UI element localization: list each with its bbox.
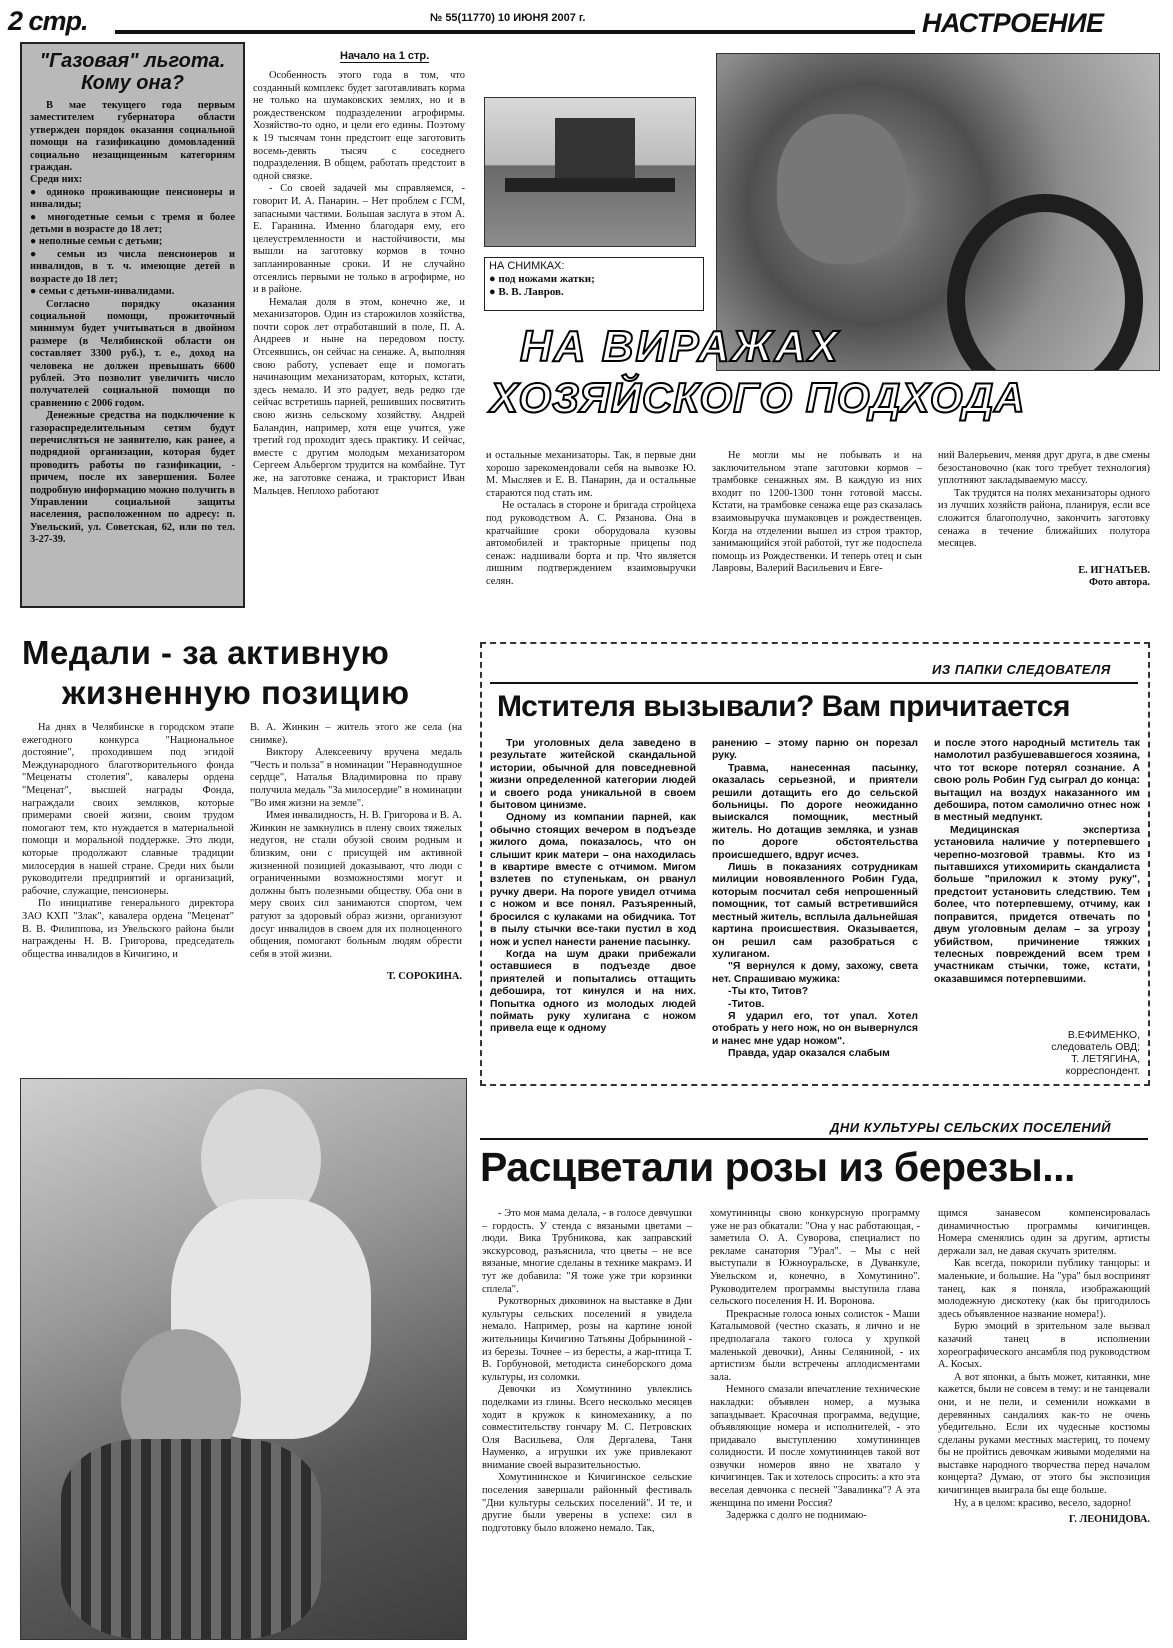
gas-paragraph: Денежные средства на подключение к газораспределительным сетям будут перечисляться не заявителю, как ранее, а подрядной организации, которая будет проводить работы по газификации, - причем, после их завершения. Более подробную информацию можно получить в Управлении социальной защиты населения, расположенном по адресу: п. Увельский, ул. Советская, 62, или по тел. 3-27-39. (30, 410, 235, 546)
avenger-col-1: Три уголовных дела заведено в результате житейской скандальной истории, обычной для повседневной жизни определенной категории людей и своего рода уникальной в своем бытовом цинизме. Одному из компании парней, как обычно стоящих вечером в подъезде жилого дома, показалось, что он слышит крик матери – она находилась в квартире вместе с отчимом. Мигом взлетев по ступенькам, он рванул ручку двери. На пороге увидел отчима с ножом и все понял. Разъяренный, бросился с кулаками на обидчика. Тот в пылу стычки все-таки пустил в ход нож и успел нанести ранение пасынку. Когда на шум драки прибежали оставшиеся в подъезде двое приятелей и попытались оттащить дебошира, тот кинулся и на них. Попытка одного из молодых людей поймать руку хулигана с ножом привела еще к одному (490, 738, 696, 1035)
avenger-signature: В.ЕФИМЕНКО, следователь ОВД; Т. ЛЕТЯГИНА, корреспондент. (1051, 1030, 1140, 1077)
avenger-col-2: ранению – этому парню он порезал руку. Травма, нанесенная пасынку, оказалась серьезной, и приятели решили дотащить его до сельской больницы. По дороге неожиданно выискался помощник, местный житель. Но дотащив земляка, и узнав по дороге обстоятельства происшедшего, вдруг исчез. Лишь в показаниях сотрудникам милиции новоявленного Робин Гуда, которым посчитал себя непрошенный помощник, тот самый встретившийся местный житель, всплыла дальнейшая картина происшествия. Оказывается, он решил сам разобраться с хулиганом. "Я вернулся к дому, захожу, света нет. Спрашиваю мужика: -Ты кто, Титов? -Титов. Я ударил его, тот упал. Хотел отобрать у него нож, но он вывернулся и нанес мне удар ножом". Правда, удар оказался слабым (712, 738, 918, 1060)
gas-body (22, 100, 243, 547)
roses-headline: Расцветали розы из березы... (480, 1144, 1075, 1190)
gas-benefit-box (20, 42, 245, 608)
gas-among: Среди них: (30, 174, 83, 186)
section-title: НАСТРОЕНИЕ (922, 8, 1104, 38)
gas-list-item: ● одиноко проживающие пенсионеры и инвалиды; (30, 186, 236, 211)
medals-headline-1: Медали - за активную (22, 634, 390, 671)
roses-rubric: ДНИ КУЛЬТУРЫ СЕЛЬСКИХ ПОСЕЛЕНИЙ (830, 1120, 1111, 1135)
roses-rule (480, 1138, 1148, 1140)
photo-zhinkin-couple (20, 1078, 467, 1640)
gas-list-item: ● семьи из числа пенсионеров и инвалидов, в т. ч. имеющие детей в возрасте до 18 лет; (30, 248, 235, 285)
avenger-headline: Мстителя вызывали? Вам причитается (497, 690, 1070, 723)
roses-col-2: хомутининцы свою конкурсную программу уже не раз обкатали: "Она у нас работающая, - заметила О. А. Суворова, специалист по рекламе санатория "Урал". – Мы с ней выступали в Южноуральске, в Дуванкуле, Увельском и, конечно, в Хомутинино". Руководителем программы выступила глава сельского поселения Н. И. Воронова. Прекрасные голоса юных солисток - Маши Каталымовой (честно сказать, я лично и не предполагала такого голоса у хрупкой маленькой девочки), Анны Селяниной, - их артистизм были встречены аплодисментами зала. Немного смазали впечатление технические накладки: объявлен номер, а музыка запаздывает. Красочная программа, ведущие, объявляющие номера и исполнителей, - это придавало выступлению хомутининцев солидности. И после хомутининцев такой вот озвучки номеров явно не хватало у кичигинцев. Так и хотелось спросить: а кто эта веселая девчонка с песней "Завалинка"? А эта женщина по имени Россия? Задержка с долго не поднимаю- (710, 1208, 920, 1522)
header-rule (115, 30, 915, 34)
gas-paragraph: Согласно порядку оказания социальной помощи, прожиточный минимум будет учитываться в двойном размере (в Челябинской области он составляет 3300 руб.), т. е., доход на человека не должен превышать 6600 рублей. Это позволит увеличить число получателей социальной помощи по сравнению с 2006 годом. (30, 298, 235, 409)
gas-list-item: ● многодетные семьи с тремя и более детьми в возрасте до 18 лет; (30, 211, 235, 236)
avenger-rule (490, 682, 1138, 684)
photo-caption (484, 257, 704, 311)
avenger-rubric: ИЗ ПАПКИ СЛЕДОВАТЕЛЯ (932, 662, 1111, 677)
avenger-col-3: и после этого народный мститель так намолотил разбушевавшегося хозяина, что тот вскоре потерял сознание. А свою роль Робин Гуд сыграл до конца: вытащил на воздух наказанного им дебошира, потом самолично отнес нож в местный медпункт. Медицинская экспертиза установила наличие у потерпевшего черепно-мозговой травмы. Кто из пытавшихся утихомирить скандалиста больше "приложил к этому руку", предстоит установить следствию. Тем более, что потерпевшему, отчиму, как поправится, придется отвечать по двум уголовным делам – за угрозу убийством, причинение тяжких телесных повреждений всем трем участникам стычки, тоже, кстати, оказавшимся потерпевшими. (934, 738, 1140, 985)
issue-line: № 55(11770) 10 ИЮНЯ 2007 г. (430, 12, 586, 24)
page-number: 2 стр. (8, 6, 88, 36)
caption-item: ● В. В. Лавров. (489, 286, 564, 298)
roses-author: Г. ЛЕОНИДОВА. (1068, 1514, 1150, 1526)
viraj-col-4: ний Валерьевич, меняя друг друга, в две смены безостановочно (как того требует технология) уплотняют закладываемую массу. Так трудятся на полях механизаторы одного из лучших хозяйств района, планируя, если все сложится благополучно, закончить заготовку сенажа в течение ближайших полутора месяцев. Е. ИГНАТЬЕВ. Фото автора. (938, 450, 1150, 589)
viraj-headline-1: НА ВИРАЖАХ (520, 322, 840, 371)
caption-label: НА СНИМКАХ: (489, 260, 565, 272)
viraj-col-2: и остальные механизаторы. Так, в первые дни хорошо зарекомендовали себя на вывозке Ю. М. Мысляев и Е. В. Панарин, да и остальные стараются под стать им. Не осталась в стороне и бригада стройцеха под руководством А. С. Рязанова. Она в кратчайшие сроки оборудовала кузовы автомобилей и тракторные прицепы под сенаж: надшивали борта и пр. Что является лишним подтверждением взаимовыручки селян. (486, 450, 696, 587)
caption-item: ● под ножами жатки; (489, 273, 595, 285)
gas-list-item: ● семьи с детьми-инвалидами. (30, 286, 175, 298)
viraj-col-1: Особенность этого года в том, что созданный комплекс будет заготавливать корма не только на шумаковских землях, но и в рождественском подразделении агрофирмы. Хозяйство-то одно, и цели его едины. Поэтому к 19 тысячам тонн предстоит еще заготовить восемь-девять тысяч с соседнего подразделения. В общем, работать предстоит в одной связке. - Со своей задачей мы справляемся, - говорит И. А. Панарин. – Нет проблем с ГСМ, запасными частями. Большая заслуга в этом А. Е. Гаранина. Именно благодаря ему, его целеустремленности и настойчивости, мы вышли на заготовку кормов в точно запланированные сроки. И не случайно отсеялись первыми не только в агрофирме, но и в районе. Немалая доля в этом, конечно же, и механизаторов. Один из старожилов хозяйства, почти сорок лет отработавший в поле, П. А. Андреев и ныне на передовом посту. Отсеявшись, он сейчас на сенаже. А, выполняя свою работу, успевает еще и помогать начинающим механизаторам, которых, кстати, здесь немало. И это радует, ведь редко где сейчас встретишь парней, решивших посвятить свою жизнь сельскому хозяйству. Андрей Баландин, например, хотя еще учится, уже третий год проходит здесь практику. И сейчас, вместе с другим молодым механизатором Сергеем Альбергом трудится на комбайне. Тут же, на заготовке сенажа, и тракторист Иван Мальцев. Неплохо работают (253, 70, 465, 497)
medals-col-1: На днях в Челябинске в городском этапе ежегодного конкурса "Национальное достояние", проходившем под эгидой Международного благотворительного фонда "Меценаты столетия", кавалеры ордена "Меценат", высшей награды Фонда, награждали своих земляков, которые примерами своей жизни, своим трудом помогают тем, кто нуждается в материальной помощи и моральной поддержке. Это люди, которые продолжают славные традиции милосердия в нашей стране. Среди них были руководители предприятий и организаций, рабочие, служащие, пенсионеры. По инициативе генерального директора ЗАО КХП "Злак", кавалера ордена "Меценат" В. В. Филиппова, из Увельского района были награждены Н. В. Григорова, председатель общества инвалидов в Кичигино, и (22, 722, 234, 960)
photo-credit: Фото автора. (1088, 577, 1150, 589)
continued-note: Начало на 1 стр. (340, 50, 430, 62)
medals-col-2: В. А. Жинкин – житель этого же села (на снимке). Виктору Алексеевичу вручена медаль "Честь и польза" в номинации "Неравнодушное сердце", Наталья Владимировна по праву получила медаль "За милосердие" в номинации "Во имя жизни на земле". Имея инвалидность, Н. В. Григорова и В. А. Жинкин не замкнулись в плену своих тяжелых недугов, не стали обузой своим родным и близким, они с присущей им активной жизненной позицией доказывают, что люди с ограниченными возможностями могут и должны быть полезными обществу. Оба они в меру своих сил занимаются спортом, чем ратуют за здоровый образ жизни, организуют досуг инвалидов в своем для их полноценного общения, помогают больным людям обрести себя в этой жизни. Т. СОРОКИНА. (250, 722, 462, 983)
medals-headline-2: жизненную позицию (62, 674, 410, 711)
medals-author: Т. СОРОКИНА. (387, 971, 462, 983)
photo-harvester (484, 97, 696, 247)
gas-intro: В мае текущего года первым заместителем губернатора области утвержден порядок оказания социальной помощи на газификацию домовладений социально незащищенным категориям граждан. (30, 100, 235, 174)
roses-col-3: щимся занавесом компенсировалась динамичностью программы кичигинцев. Номера сменялись один за другим, артисты держали зал, не давая скучать зрителям. Как всегда, покорили публику танцоры: и маленькие, и большие. На "ура" был воспринят танец, как я поняла, изображающий молодежную дискотеку (как бы пригодилось здесь объявленное название номера!). Бурю эмоций в зрительном зале вызвал казачий танец в исполнении хореографического ансамбля под руководством А. Косых. А вот японки, а быть может, китаянки, мне кажется, были не совсем в тему: и не танцевали они, и не пели, и семенили ножками в деревянных сандалиях как-то не очень убедительно. Если их чудесные костюмы сделаны руками местных мастериц, то почему бы не пройтись девочкам живыми моделями на выставке народного творчества перед началом концерта? Думаю, от этого бы экспозиция кичигинцев выиграла бы еще больше. Ну, а в целом: красиво, весело, задорно! Г. ЛЕОНИДОВА. (938, 1208, 1150, 1526)
gas-title: "Газовая" льгота. Кому она? (39, 50, 226, 94)
viraj-headline-2: ХОЗЯЙСКОГО ПОДХОДА (490, 374, 1026, 421)
gas-list-item: ● неполные семьи с детьми; (30, 236, 163, 248)
viraj-col-3: Не могли мы не побывать и на заключительном этапе заготовки кормов – трамбовке сенажных ям. В каждую из них входит по 1200-1300 тонн готовой массы. Кстати, на трамбовке сенажа еще раз сказалась взаимовыручка шумаковцев и рождественцев. Когда на отделении вышел из строя трактор, занимающийся этой работой, тут же подоспела помощь из Рождественки. И теперь отец и сын Лавровы, Валерий Васильевич и Евге- (712, 450, 922, 575)
viraj-author: Е. ИГНАТЬЕВ. (1078, 564, 1150, 576)
roses-col-1: - Это моя мама делала, - в голосе девчушки – гордость. У стенда с вязаными цветами – люди. Вика Трубникова, как заправский экскурсовод, разъяснила, что цветы – не все вязаные, многие сделаны в технике макрамэ. И тут же добавила: "Я тоже уже три корзинки сплела". Рукотворных диковинок на выставке в Дни культуры сельских поселений я увидела немало. Например, розы на картине юной жительницы Кичигино Татьяны Добрыниной - из березы. Точнее – из бересты, а жар-птица Т. В. Горбуновой, методиста синеборского дома культуры, из соломки. Девочки из Хомутинино увлеклись поделками из глины. Всего несколько месяцев ходят в кружок к киномеханику, а по совместительству гончару М. С. Петровских Оля Васильева, Оля Дергалева, Таня Науменко, а игрушки их уже привлекают внимание своей выразительностью. Хомутининское и Кичигинское сельские поселения завершали районный фестиваль "Дни культуры сельских поселений". И те, и другие были уверены в успехе: сил в подготовку было вложено немало. Так, (482, 1208, 692, 1534)
